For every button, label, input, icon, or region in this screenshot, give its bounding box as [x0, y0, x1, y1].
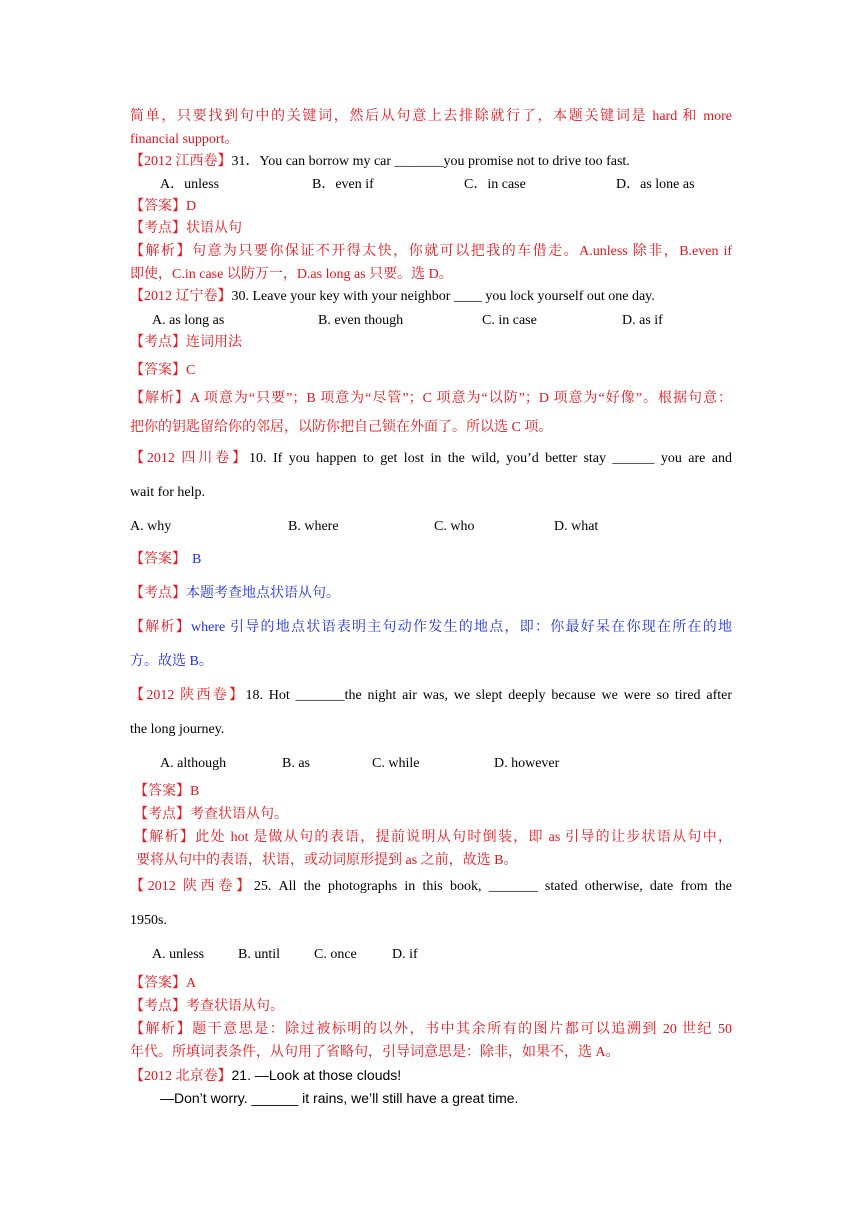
q4-option-c: C. while: [372, 756, 420, 771]
q3-option-b: B. where: [288, 519, 339, 534]
q5-point-label: 【考点】: [130, 999, 186, 1014]
q3-question-line1: [130, 449, 732, 469]
q2-answer-value: C: [186, 363, 196, 378]
q1-source-tag: 【2012 江西卷】: [130, 154, 232, 169]
q1-answer-label: 【答案】: [130, 199, 186, 214]
q2-analysis-label: 【解析】: [130, 391, 191, 406]
q4-option-b: B. as: [282, 756, 310, 771]
q2-point: [130, 333, 242, 353]
q4-stem-1: 18. Hot _______the night air was, we slept deeply because we were so tired after: [245, 688, 733, 703]
q3-point-label: 【考点】: [130, 586, 186, 601]
q2-answer-label: 【答案】: [130, 363, 186, 378]
q4-analysis-text1: 此处 hot 是做从句的表语，提前说明从句时倒装，即 as 引导的让步状语从句中，: [195, 830, 733, 845]
q4-question-line1: [130, 686, 732, 706]
q1-point: [130, 219, 242, 239]
q5-answer: [130, 974, 196, 994]
q1-option-a: A．unless: [160, 177, 220, 192]
q2-answer: [130, 361, 195, 381]
q2-option-b: B. even though: [318, 313, 404, 328]
q5-answer-value: A: [186, 976, 197, 991]
q3-answer-label: 【答案】: [130, 552, 186, 567]
q3-analysis-line1: [130, 618, 732, 638]
q4-answer: [134, 782, 199, 802]
q3-point: [130, 584, 340, 604]
q3-question-line2: wait for help.: [130, 485, 206, 500]
q1-option-d: D．as lone as: [616, 177, 695, 192]
q0-explanation-line1: 简单，只要找到句中的关键词，然后从句意上去排除就行了，本题关键词是 hard 和 more: [130, 109, 732, 124]
q3-option-c: C. who: [434, 519, 475, 534]
q4-analysis-line2: 要将从句中的表语，状语，或动词原形提到 as 之前，故选 B。: [136, 853, 518, 868]
q1-analysis-line2: 即使，C.in case 以防万一，D.as long as 只要。选 D。: [130, 267, 453, 282]
q4-point-value: 考查状语从句。: [190, 807, 288, 822]
q3-option-a: A. why: [130, 519, 172, 534]
q6-source-tag: 【2012 北京卷】: [130, 1069, 232, 1084]
q4-answer-label: 【答案】: [134, 784, 190, 799]
q1-question: [130, 152, 630, 172]
q1-point-value: 状语从句: [186, 221, 242, 236]
q0-explanation-line2: financial support。: [130, 132, 239, 147]
q3-analysis-line2: 方。故选 B。: [130, 654, 213, 669]
q3-answer: [130, 550, 201, 570]
q2-stem: 30. Leave your key with your neighbor ____ you lock yourself out one day.: [231, 289, 655, 304]
q5-question-line2: 1950s.: [130, 913, 167, 928]
q1-analysis-label: 【解析】: [130, 244, 192, 259]
q5-point: [130, 997, 284, 1017]
q5-analysis-label: 【解析】: [130, 1022, 193, 1037]
q4-source-tag: 【2012 陕西卷】: [130, 688, 246, 703]
q3-point-value: 本题考查地点状语从句。: [186, 586, 340, 601]
q5-analysis-text1: 题干意思是：除过被标明的以外，书中其余所有的图片都可以追溯到 20 世纪 50: [192, 1022, 733, 1037]
q5-option-c: C. once: [314, 947, 357, 962]
q2-source-tag: 【2012 辽宁卷】: [130, 289, 232, 304]
q4-question-line2: the long journey.: [130, 722, 225, 737]
q5-answer-label: 【答案】: [130, 976, 186, 991]
q5-stem-1: 25. All the photographs in this book, _______ stated otherwise, date from the: [253, 879, 733, 894]
q4-answer-value: B: [190, 784, 200, 799]
q2-analysis-line2: 把你的钥匙留给你的邻居，以防你把自己锁在外面了。所以选 C 项。: [130, 420, 553, 435]
q1-analysis-line1: [130, 242, 732, 262]
q4-point-label: 【考点】: [134, 807, 190, 822]
q5-option-a: A. unless: [152, 947, 205, 962]
q2-point-label: 【考点】: [130, 335, 186, 350]
q5-analysis-line2: 年代。所填词表条件，从句用了省略句，引导词意思是：除非，如果不，选 A。: [130, 1045, 620, 1060]
q1-stem: 31．You can borrow my car _______you promise not to drive too fast.: [231, 154, 630, 169]
q4-option-d: D. however: [494, 756, 560, 771]
q1-answer: [130, 197, 196, 217]
q1-option-b: B．even if: [312, 177, 374, 192]
q1-option-c: C．in case: [464, 177, 526, 192]
q2-option-c: C. in case: [482, 313, 537, 328]
q6-question-line1: [130, 1065, 401, 1087]
q3-analysis-label: 【解析】: [130, 620, 192, 635]
q4-analysis-label: 【解析】: [134, 830, 196, 845]
q2-option-d: D. as if: [622, 313, 663, 328]
q2-option-a: A. as long as: [152, 313, 225, 328]
q3-answer-value: B: [192, 552, 202, 567]
q6-question-line2: —Don’t worry. ______ it rains, we’ll still have a great time.: [160, 1090, 519, 1106]
q1-answer-value: D: [186, 199, 197, 214]
q6-stem-1: 21. —Look at those clouds!: [231, 1067, 402, 1083]
q2-analysis-text1: A 项意为“只要”；B 项意为“尽管”；C 项意为“以防”；D 项意为“好像”。根据句意：: [190, 391, 733, 406]
q3-stem-1: 10. If you happen to get lost in the wild, you’d better stay ______ you are and: [249, 451, 733, 466]
q5-point-value: 考查状语从句。: [186, 999, 284, 1014]
q5-option-b: B. until: [238, 947, 281, 962]
q1-analysis-text1: 句意为只要你保证不开得太快，你就可以把我的车借走。A.unless 除非，B.even if: [191, 244, 732, 259]
q4-option-a: A. although: [160, 756, 227, 771]
q2-analysis-line1: [130, 389, 732, 409]
q5-analysis-line1: [130, 1020, 732, 1040]
q4-analysis-line1: [134, 828, 732, 848]
q5-source-tag: 【2012 陕西卷】: [130, 879, 254, 894]
q5-option-d: D. if: [392, 947, 418, 962]
q4-point: [134, 805, 288, 825]
q3-analysis-text1: where 引导的地点状语表明主句动作发生的地点，即：你最好呆在你现在所在的地: [191, 620, 733, 635]
q1-point-label: 【考点】: [130, 221, 186, 236]
q5-question-line1: [130, 877, 732, 897]
q3-source-tag: 【2012 四川卷】: [130, 451, 250, 466]
q2-point-value: 连词用法: [186, 335, 242, 350]
q2-question: [130, 287, 655, 307]
q3-option-d: D. what: [554, 519, 599, 534]
